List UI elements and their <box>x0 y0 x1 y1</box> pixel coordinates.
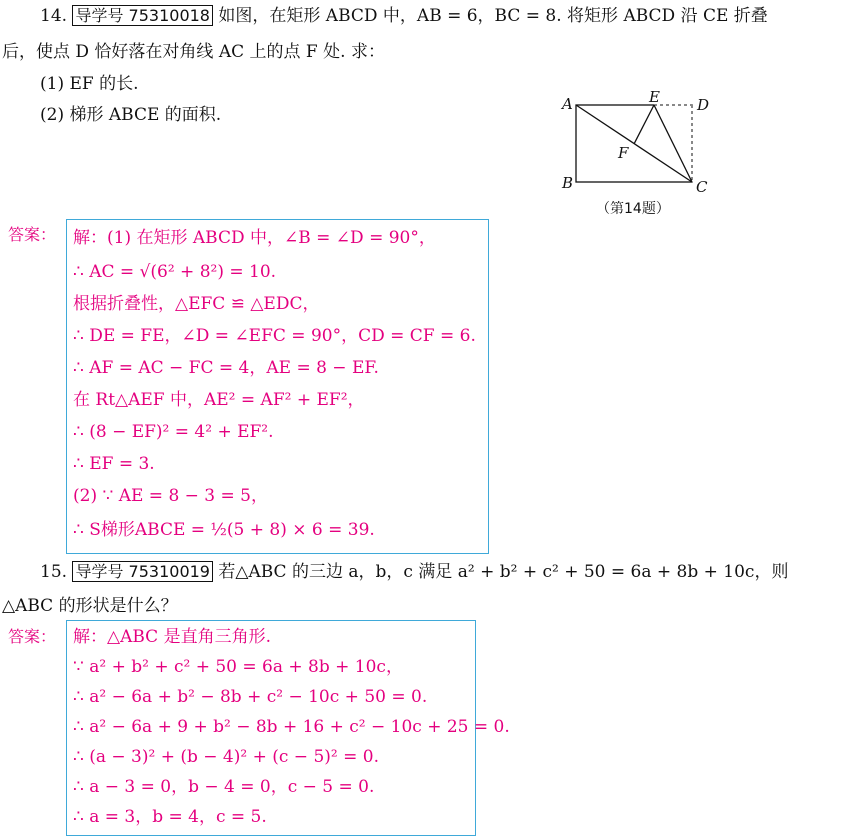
q14-answer-line: 根据折叠性，△EFC ≌ △EDC， <box>73 294 320 314</box>
q15-code-box: 导学号 75310019 <box>72 561 213 582</box>
q15-line1: 若△ABC 的三边 a，b，c 满足 a² + b² + c² + 50 = 6a + 8b + 10c，则 <box>218 562 789 582</box>
segment-ec <box>654 105 692 182</box>
q15-answer-label: 答案： <box>8 627 57 646</box>
q14-answer-line: ∴ AF = AC − FC = 4，AE = 8 − EF. <box>73 358 379 378</box>
q14-answer-box <box>66 219 489 554</box>
q14-answer-line: ∴ EF = 3. <box>73 454 155 474</box>
q14-number: 14. <box>40 6 68 26</box>
q15-header <box>40 560 788 584</box>
q15-answer-line: ∵ a² + b² + c² + 50 = 6a + 8b + 10c， <box>73 657 403 677</box>
q14-figure <box>550 88 730 194</box>
q15-answer-line: ∴ a − 3 = 0，b − 4 = 0，c − 5 = 0. <box>73 777 375 797</box>
label-b: B <box>562 174 574 192</box>
q15-answer-line: ∴ a² − 6a + b² − 8b + c² − 10c + 50 = 0. <box>73 687 428 707</box>
q14-answer-line: ∴ S梯形ABCE = ½(5 + 8) × 6 = 39. <box>73 520 375 540</box>
q14-answer-line: (2) ∵ AE = 8 − 3 = 5， <box>73 486 268 506</box>
segment-ef <box>634 105 654 144</box>
label-d: D <box>697 96 710 114</box>
q15-answer-line: ∴ (a − 3)² + (b − 4)² + (c − 5)² = 0. <box>73 747 379 767</box>
q14-answer-line: ∴ (8 − EF)² = 4² + EF². <box>73 422 274 442</box>
label-e: E <box>649 88 660 106</box>
q14-figure-caption: （第14题） <box>596 201 670 217</box>
q14-code-box: 导学号 75310018 <box>72 5 213 26</box>
q14-part1: (1) EF 的长. <box>40 74 139 94</box>
q15-answer-line: ∴ a = 3，b = 4，c = 5. <box>73 807 267 827</box>
q14-line2: 后，使点 D 恰好落在对角线 AC 上的点 F 处. 求： <box>2 42 385 62</box>
q14-answer-line: ∴ AC = √(6² + 8²) = 10. <box>73 262 277 282</box>
label-c: C <box>696 178 708 194</box>
label-f: F <box>618 144 629 162</box>
label-a: A <box>562 95 573 113</box>
q14-answer-line: ∴ DE = FE，∠D = ∠EFC = 90°，CD = CF = 6. <box>73 326 476 346</box>
q15-answer-line: 解：△ABC 是直角三角形. <box>73 627 271 647</box>
q15-line2: △ABC 的形状是什么？ <box>2 596 178 616</box>
q14-answer-label: 答案： <box>8 225 57 244</box>
q14-answer-line: 在 Rt△AEF 中，AE² = AF² + EF²， <box>73 390 365 410</box>
q14-header <box>40 4 768 28</box>
q14-answer-line: 解：(1) 在矩形 ABCD 中，∠B = ∠D = 90°， <box>73 228 436 248</box>
q15-answer-line: ∴ a² − 6a + 9 + b² − 8b + 16 + c² − 10c + 25 = 0. <box>73 717 510 737</box>
q15-number: 15. <box>40 562 68 582</box>
q14-line1: 如图，在矩形 ABCD 中，AB = 6，BC = 8. 将矩形 ABCD 沿 CE 折叠 <box>218 6 768 26</box>
q14-part2: (2) 梯形 ABCE 的面积. <box>40 105 222 125</box>
q15-answer-box <box>66 620 510 836</box>
